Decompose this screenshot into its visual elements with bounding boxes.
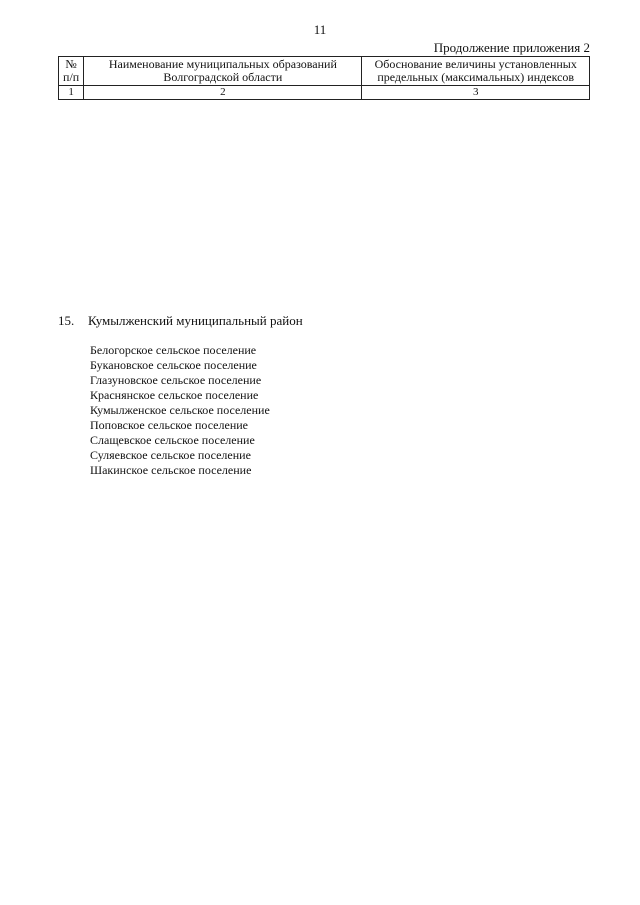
list-item: Суляевское сельское поселение: [90, 448, 251, 462]
table-header: [58, 56, 590, 100]
list-item: Краснянское сельское поселение: [90, 388, 259, 402]
list-item: Букановское сельское поселение: [90, 358, 257, 372]
column-number-3: 3: [362, 86, 590, 100]
header-municipality: Наименование муниципальных образований Волгоградской области: [84, 57, 362, 86]
page-number: 11: [313, 22, 327, 37]
justification-paragraph: [368, 118, 582, 132]
justification-paragraph: [368, 340, 582, 354]
list-item: Белогорское сельское поселение: [90, 343, 257, 357]
appendix-continuation: Продолжение приложения 2: [433, 40, 590, 55]
justification-paragraph: [368, 402, 582, 416]
district-justification: [368, 340, 582, 418]
list-item: Слащевское сельское поселение: [90, 433, 255, 447]
district-entry: [58, 313, 303, 329]
list-item: Шакинское сельское поселение: [90, 463, 252, 477]
list-item: Кумылженское сельское поселение: [90, 403, 270, 417]
justification-paragraph: [368, 134, 582, 148]
justification-paragraph: [368, 371, 582, 385]
header-number: № п/п: [59, 57, 84, 86]
settlement-list: [90, 343, 270, 478]
header-justification: Обоснование величины установленных предельных (максимальных) индексов: [362, 57, 590, 86]
justification-paragraph: [368, 356, 582, 370]
column-number-2: 2: [84, 86, 362, 100]
entry-number: 15.: [58, 313, 75, 328]
column-number-1: 1: [59, 86, 84, 100]
previous-district-justification: [368, 118, 582, 149]
justification-paragraph: [368, 387, 582, 401]
list-item: Поповское сельское поселение: [90, 418, 248, 432]
list-item: Глазуновское сельское поселение: [90, 373, 262, 387]
district-name: Кумылженский муниципальный район: [88, 313, 303, 328]
